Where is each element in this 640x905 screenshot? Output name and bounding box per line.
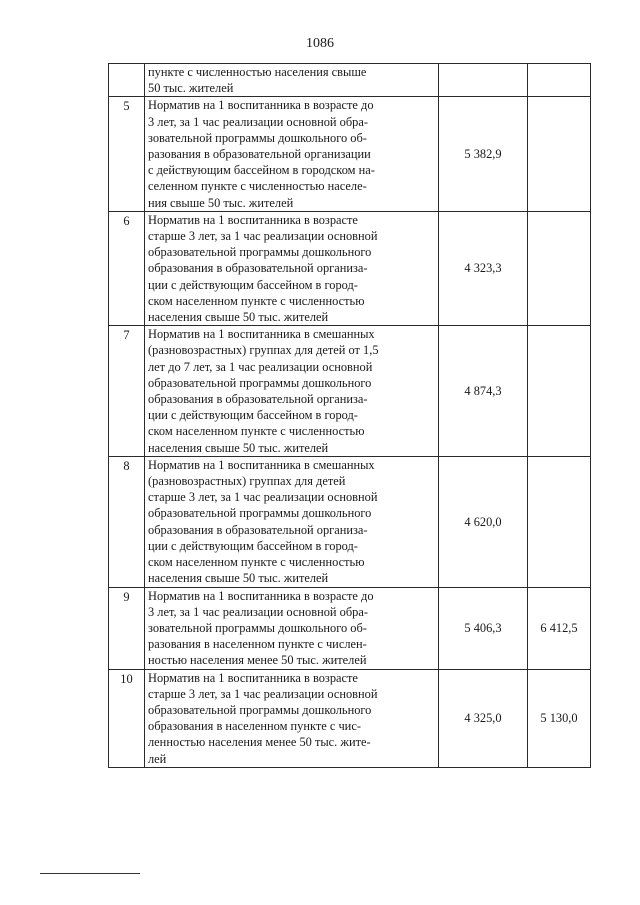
norm-description-line: селенном пункте с численностью населе- (148, 179, 367, 194)
norm-description-line: образовательной программы дошкольного (148, 245, 372, 260)
norm-description-line: ции с действующим бассейном в город- (148, 538, 358, 553)
row-number-cell: 8 (109, 456, 145, 587)
norm-description-line: ции с действующим бассейном в город- (148, 408, 358, 423)
norm-description-line: (разновозрастных) группах для детей от 1,5 (148, 343, 379, 358)
table-row (109, 587, 591, 669)
norm-description-line: лей (148, 751, 167, 766)
norm-description-line: образовательной программы дошкольного (148, 702, 372, 717)
norm-description-line: Норматив на 1 воспитанника в возрасте (148, 212, 358, 227)
norm-description-line: пункте с численностью населения свыше (148, 65, 367, 79)
norm-value-secondary-cell (528, 211, 591, 325)
norm-description-line: разования в населенном пункте с числен- (148, 637, 367, 652)
row-number-cell: 7 (109, 326, 145, 457)
norm-description-line: ском населенном пункте с численностью (148, 293, 365, 308)
norm-description-line: образования в образовательной организа- (148, 392, 368, 407)
norm-description-line: 50 тыс. жителей (148, 81, 234, 96)
norm-description-line: (разновозрастных) группах для детей (148, 474, 346, 489)
norm-description-line: населения свыше 50 тыс. жителей (148, 310, 329, 325)
norm-description-cell (145, 456, 439, 587)
norm-value-cell: 4 620,0 (439, 456, 528, 587)
norm-description-cell (145, 211, 439, 325)
page-number: 1086 (306, 36, 334, 51)
norm-value-cell: 4 874,3 (439, 326, 528, 457)
norm-description-line: старше 3 лет, за 1 час реализации основной (148, 229, 378, 244)
row-number-cell: 10 (109, 669, 145, 767)
norm-value-secondary-cell: 6 412,5 (528, 587, 591, 669)
norm-description-line: зовательной программы дошкольного об- (148, 620, 367, 635)
norm-value-cell: 5 406,3 (439, 587, 528, 669)
norm-description-cell (145, 587, 439, 669)
norm-description-line: образования в образовательной организа- (148, 261, 368, 276)
norm-description-line: 3 лет, за 1 час реализации основной обра- (148, 114, 368, 129)
norm-description-cell (145, 97, 439, 211)
norm-description-line: ском населенном пункте с численностью (148, 555, 365, 570)
norm-description-line: населения свыше 50 тыс. жителей (148, 440, 329, 455)
norm-description-line: Норматив на 1 воспитанника в смешанных (148, 327, 375, 342)
norm-description-line: разования в образовательной организации (148, 147, 371, 162)
table-row (109, 326, 591, 457)
norm-description-line: 3 лет, за 1 час реализации основной обра- (148, 604, 368, 619)
norm-value-cell: 4 325,0 (439, 669, 528, 767)
norm-description-line: с действующим бассейном в городском на- (148, 163, 375, 178)
norm-value-cell (439, 64, 528, 97)
row-number-cell: 9 (109, 587, 145, 669)
norm-description-line: ния свыше 50 тыс. жителей (148, 195, 294, 210)
norm-description-line: образования в образовательной организа- (148, 522, 368, 537)
norm-description-line: ции с действующим бассейном в город- (148, 277, 358, 292)
norm-description-cell (145, 326, 439, 457)
norm-value-secondary-cell (528, 97, 591, 211)
norm-description-line: Норматив на 1 воспитанника в возрасте до (148, 98, 374, 113)
norm-description-line: ностью населения менее 50 тыс. жителей (148, 653, 367, 668)
norm-description-line: лет до 7 лет, за 1 час реализации основной (148, 359, 373, 374)
norm-description-line: Норматив на 1 воспитанника в смешанных (148, 457, 375, 472)
norm-description-line: ском населенном пункте с численностью (148, 424, 365, 439)
norm-value-secondary-cell (528, 456, 591, 587)
norm-description-line: образовательной программы дошкольного (148, 506, 372, 521)
norm-value-cell: 4 323,3 (439, 211, 528, 325)
table-row (109, 64, 591, 97)
norm-value-secondary-cell (528, 64, 591, 97)
norm-description-line: старше 3 лет, за 1 час реализации основной (148, 490, 378, 505)
norm-description-line: старше 3 лет, за 1 час реализации основной (148, 686, 378, 701)
norms-table-body (109, 64, 591, 768)
table-row (109, 211, 591, 325)
norm-description-line: ленностью населения менее 50 тыс. жите- (148, 735, 371, 750)
norms-table (108, 63, 591, 768)
norm-description-line: населения свыше 50 тыс. жителей (148, 571, 329, 586)
table-row (109, 456, 591, 587)
row-number-cell: 6 (109, 211, 145, 325)
norm-description-cell (145, 64, 439, 97)
norm-description-line: Норматив на 1 воспитанника в возрасте до (148, 588, 374, 603)
norm-value-secondary-cell: 5 130,0 (528, 669, 591, 767)
table-row (109, 669, 591, 767)
footnote-divider (40, 873, 140, 874)
row-number-cell: 5 (109, 97, 145, 211)
row-number-cell (109, 64, 145, 97)
norm-description-line: образования в населенном пункте с чис- (148, 719, 361, 734)
table-row (109, 97, 591, 211)
norm-description-cell (145, 669, 439, 767)
norm-description-line: зовательной программы дошкольного об- (148, 130, 367, 145)
norm-description-line: Норматив на 1 воспитанника в возрасте (148, 670, 358, 685)
norm-value-cell: 5 382,9 (439, 97, 528, 211)
norm-description-line: образовательной программы дошкольного (148, 375, 372, 390)
norm-value-secondary-cell (528, 326, 591, 457)
